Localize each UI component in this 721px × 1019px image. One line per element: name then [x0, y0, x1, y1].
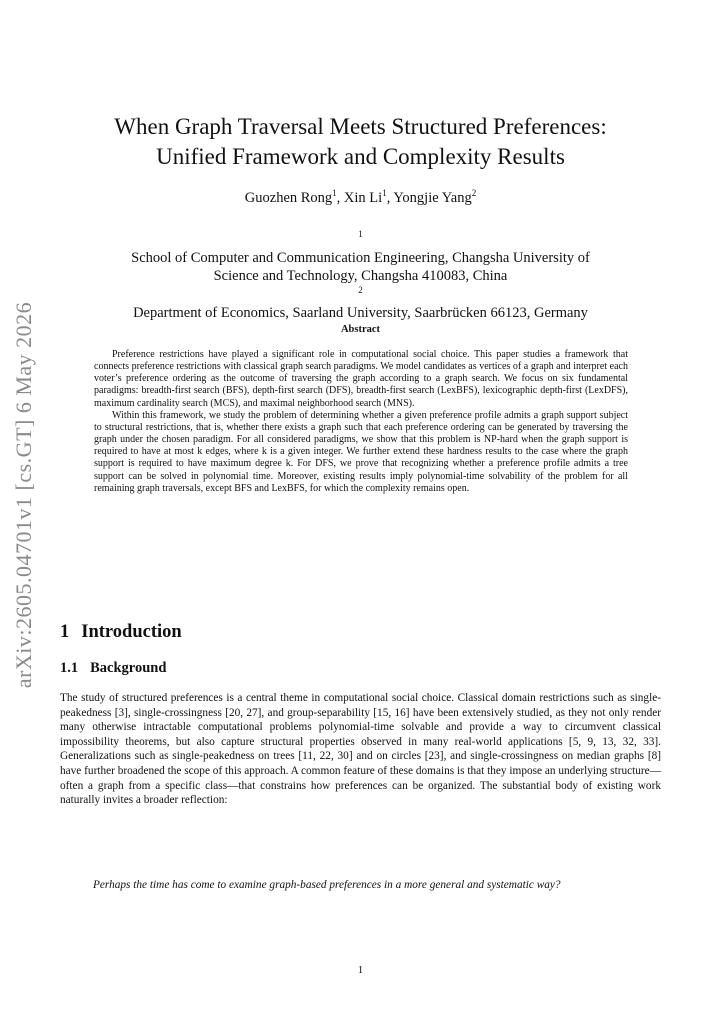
author-affiliation-marker: 2: [471, 188, 477, 199]
affiliation-2-line-1: [60, 286, 661, 323]
author-name: Guozhen Rong: [244, 190, 333, 206]
subsection-number: 1.1: [60, 660, 79, 676]
author-list: Guozhen Rong$^1$, Xin Li$^1$, Yongjie Yang$^2$: [244, 188, 477, 206]
abstract-body: [94, 349, 628, 495]
abstract-paragraph: Within this framework, we study the problem of determining whether a given preference profile admits a graph support subject to structural restrictions, that is, whether there exists a graph such that each preference ordering can be generated by traversing the graph under the chosen paradigm. For all considered paradigms, we show that this problem is NP-hard when the graph support is required to have at most k edges, where k is a given integer. We further extend these hardness results to the case where the graph support is required to have maximum degree k. For DFS, we prove that recognizing whether a preference profile admits a tree support can be solved in polynomial time. Moreover, existing results imply polynomial-time solvability of the problem for all remaining graph traversals, except BFS and LexBFS, for which the complexity remains open.: [94, 409, 628, 494]
affiliations: [60, 230, 661, 323]
abstract-heading: Abstract: [340, 324, 381, 335]
abstract-paragraph: Preference restrictions have played a significant role in computational social choice. This paper studies a framework that connects preference restrictions with classical graph search paradigms. We model candidates as vertices of a graph and interpret each voter’s preference ordering as the outcome of traversing the graph according to a graph search. We focus on six fundamental paradigms: breadth-first search (BFS), depth-first search (DFS), breadth-first search (LexBFS), lexicographic depth-first (LexDFS), maximum cardinality search (MCS), and maximal neighborhood search (MNS).: [94, 349, 628, 409]
subsection-title: Background: [90, 660, 167, 676]
affiliation-1-line-2: Science and Technology, Changsha 410083, China: [213, 268, 508, 284]
affiliation-marker: 2: [358, 284, 363, 295]
section-heading: [60, 622, 182, 643]
affiliation-text: School of Computer and Communication Engineering, Changsha University of: [131, 249, 590, 266]
affiliation-text: Department of Economics, Saarland University, Saarbrücken 66123, Germany: [133, 305, 588, 321]
section-title: Introduction: [81, 622, 182, 642]
section-number: 1: [60, 622, 70, 642]
page-number: 1: [357, 964, 364, 976]
subsection-heading: [60, 660, 166, 677]
author-name: Yongjie Yang: [393, 190, 472, 206]
arxiv-identifier-text: arXiv:2605.04701v1 [cs.GT] 6 May 2026: [11, 301, 36, 689]
author-affiliation-marker: 1: [332, 188, 337, 199]
author-name: Xin Li: [343, 190, 383, 206]
paper-title-line-1: When Graph Traversal Meets Structured Preferences:: [114, 114, 607, 139]
author-affiliation-marker: 1: [382, 188, 387, 199]
paper-title-line-2: Unified Framework and Complexity Results: [156, 144, 565, 169]
affiliation-1-line-1: [60, 230, 661, 267]
italic-question-quote: Perhaps the time has come to examine graph-based preferences in a more general and systematic way?: [93, 879, 561, 891]
affiliation-marker: 1: [358, 229, 363, 240]
body-paragraph: The study of structured preferences is a central theme in computational social choice. Classical domain restrictions such as single-peakedness [3], single-crossingness [20, 27], and group-separability [15, 16] have been extensively studied, as they not only render many otherwise intractable computational problems polynomial-time solvable and provide a way to circumvent classical impossibility theorems, but also capture structural properties observed in many real-world applications [5, 9, 13, 32, 33]. Generalizations such as single-peakedness on trees [11, 22, 30] and on circles [23], and single-crossingness on median graphs [8] have further broadened the scope of this approach. A common feature of these domains is that they impose an underlying structure—often a graph from a specific class—that constrains how preferences can be organized. The substantial body of existing work naturally invites a broader reflection:: [60, 692, 661, 807]
arxiv-identifier-stamp: [4, 300, 44, 690]
paper-title: [60, 112, 661, 172]
